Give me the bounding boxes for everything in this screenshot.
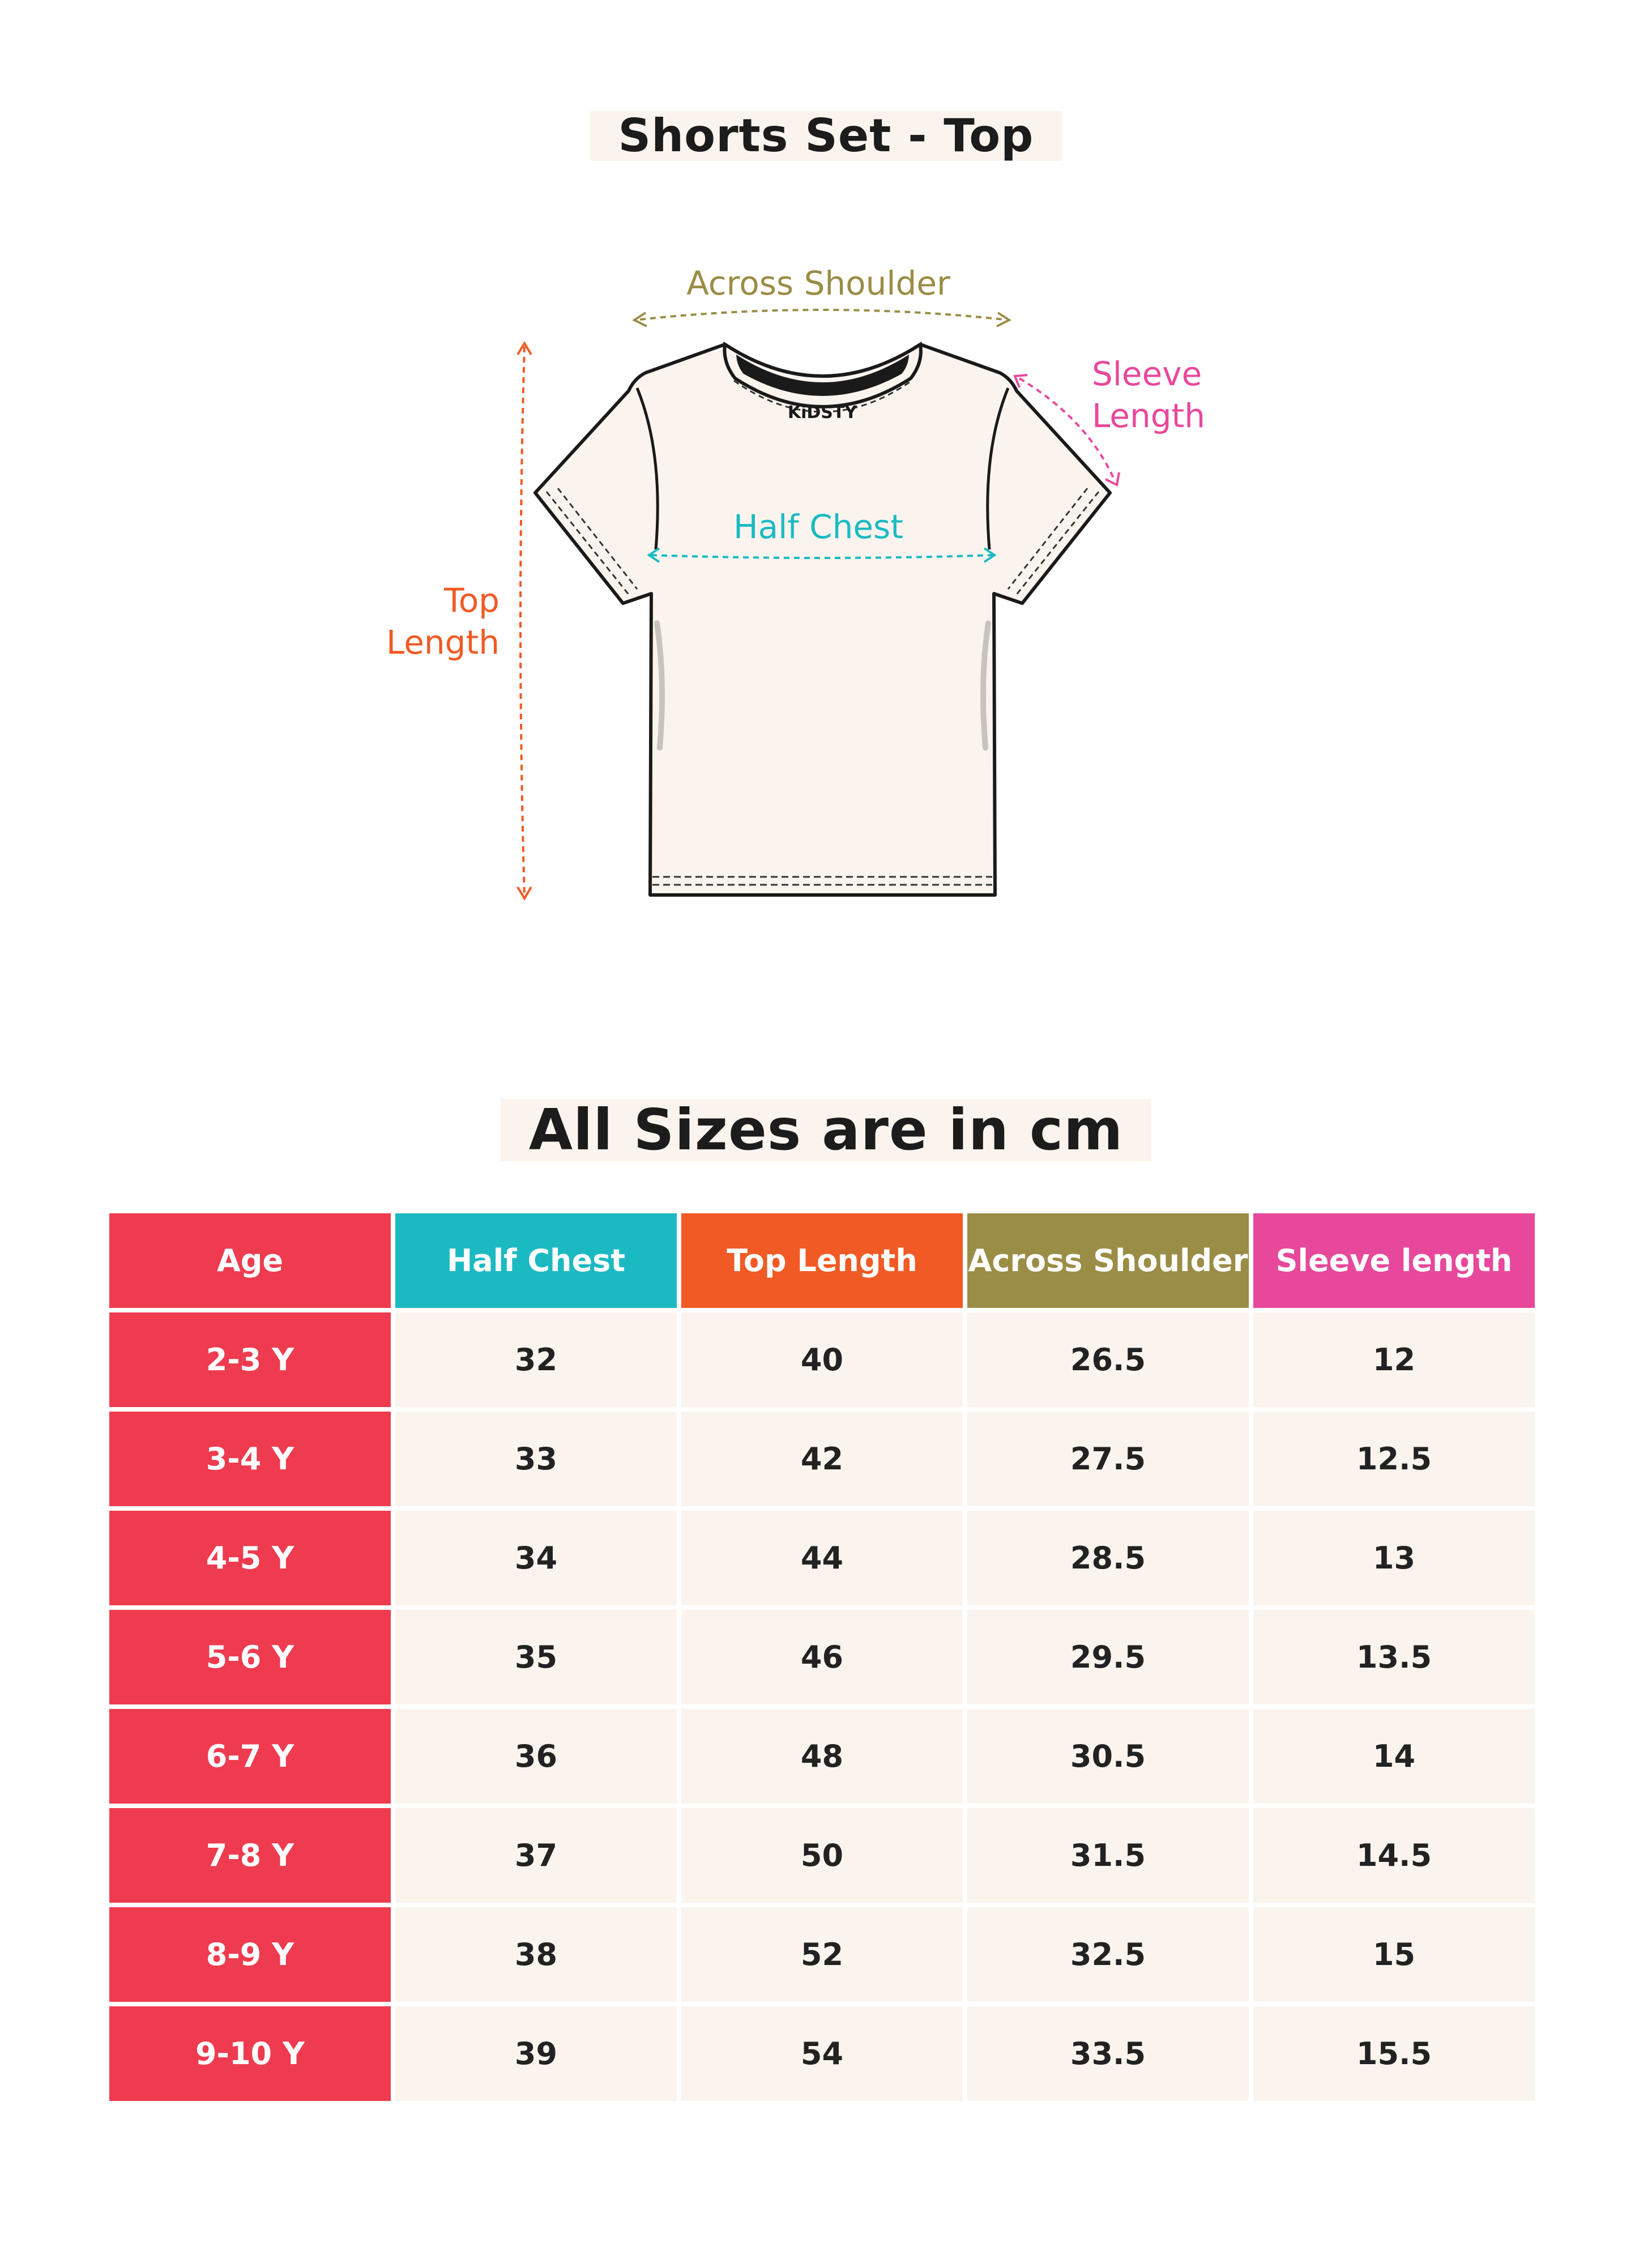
header-top-length: Top Length	[681, 1213, 963, 1308]
across-shoulder-arrow	[634, 310, 1009, 326]
age-cell: 3-4 Y	[109, 1412, 391, 1506]
header-across-shoulder: Across Shoulder	[967, 1213, 1249, 1308]
age-cell: 7-8 Y	[109, 1808, 391, 1903]
sleeve-length-cell: 12	[1253, 1312, 1535, 1407]
top-length-cell: 54	[681, 2006, 963, 2101]
header-age: Age	[109, 1213, 391, 1308]
half-chest-cell: 33	[395, 1412, 677, 1506]
across-shoulder-cell: 26.5	[967, 1312, 1249, 1407]
top-length-arrow	[518, 343, 531, 898]
across-shoulder-cell: 31.5	[967, 1808, 1249, 1903]
across-shoulder-cell: 30.5	[967, 1709, 1249, 1804]
half-chest-cell: 36	[395, 1709, 677, 1804]
tshirt-measurement-diagram	[0, 238, 1652, 974]
top-length-cell: 50	[681, 1808, 963, 1903]
age-cell: 5-6 Y	[109, 1610, 391, 1704]
sleeve-length-cell: 15.5	[1253, 2006, 1535, 2101]
header-half-chest: Half Chest	[395, 1213, 677, 1308]
top-length-cell: 48	[681, 1709, 963, 1804]
title-text: Shorts Set - Top	[590, 111, 1062, 161]
across-shoulder-cell: 28.5	[967, 1511, 1249, 1605]
top-length-label-line1: Top	[444, 581, 500, 620]
brand-label: KiDSTY	[787, 403, 857, 423]
half-chest-cell: 38	[395, 1907, 677, 2002]
age-cell: 4-5 Y	[109, 1511, 391, 1605]
across-shoulder-cell: 29.5	[967, 1610, 1249, 1704]
sleeve-length-cell: 13.5	[1253, 1610, 1535, 1704]
top-length-label-line2: Length	[386, 623, 500, 662]
top-length-cell: 46	[681, 1610, 963, 1704]
across-shoulder-cell: 33.5	[967, 2006, 1249, 2101]
page-title	[0, 111, 1652, 161]
half-chest-cell: 34	[395, 1511, 677, 1605]
units-note-text: All Sizes are in cm	[501, 1099, 1152, 1161]
sleeve-length-cell: 14.5	[1253, 1808, 1535, 1903]
half-chest-cell: 35	[395, 1610, 677, 1704]
sleeve-length-cell: 14	[1253, 1709, 1535, 1804]
sleeve-length-cell: 12.5	[1253, 1412, 1535, 1506]
age-cell: 2-3 Y	[109, 1312, 391, 1407]
half-chest-cell: 39	[395, 2006, 677, 2101]
sleeve-length-cell: 13	[1253, 1511, 1535, 1605]
sleeve-length-label-line2: Length	[1092, 397, 1206, 435]
top-length-cell: 44	[681, 1511, 963, 1605]
units-note	[0, 1099, 1652, 1161]
top-length-cell: 40	[681, 1312, 963, 1407]
header-sleeve-length: Sleeve length	[1253, 1213, 1535, 1308]
across-shoulder-label: Across Shoulder	[686, 264, 950, 302]
top-length-cell: 42	[681, 1412, 963, 1506]
size-table	[109, 1213, 1535, 2101]
across-shoulder-cell: 27.5	[967, 1412, 1249, 1506]
top-length-cell: 52	[681, 1907, 963, 2002]
age-cell: 6-7 Y	[109, 1709, 391, 1804]
age-cell: 8-9 Y	[109, 1907, 391, 2002]
half-chest-cell: 37	[395, 1808, 677, 1903]
half-chest-label: Half Chest	[733, 508, 904, 546]
age-cell: 9-10 Y	[109, 2006, 391, 2101]
sleeve-length-label-line1: Sleeve	[1092, 355, 1202, 393]
half-chest-cell: 32	[395, 1312, 677, 1407]
across-shoulder-cell: 32.5	[967, 1907, 1249, 2002]
tshirt-illustration	[535, 344, 1110, 895]
sleeve-length-cell: 15	[1253, 1907, 1535, 2002]
